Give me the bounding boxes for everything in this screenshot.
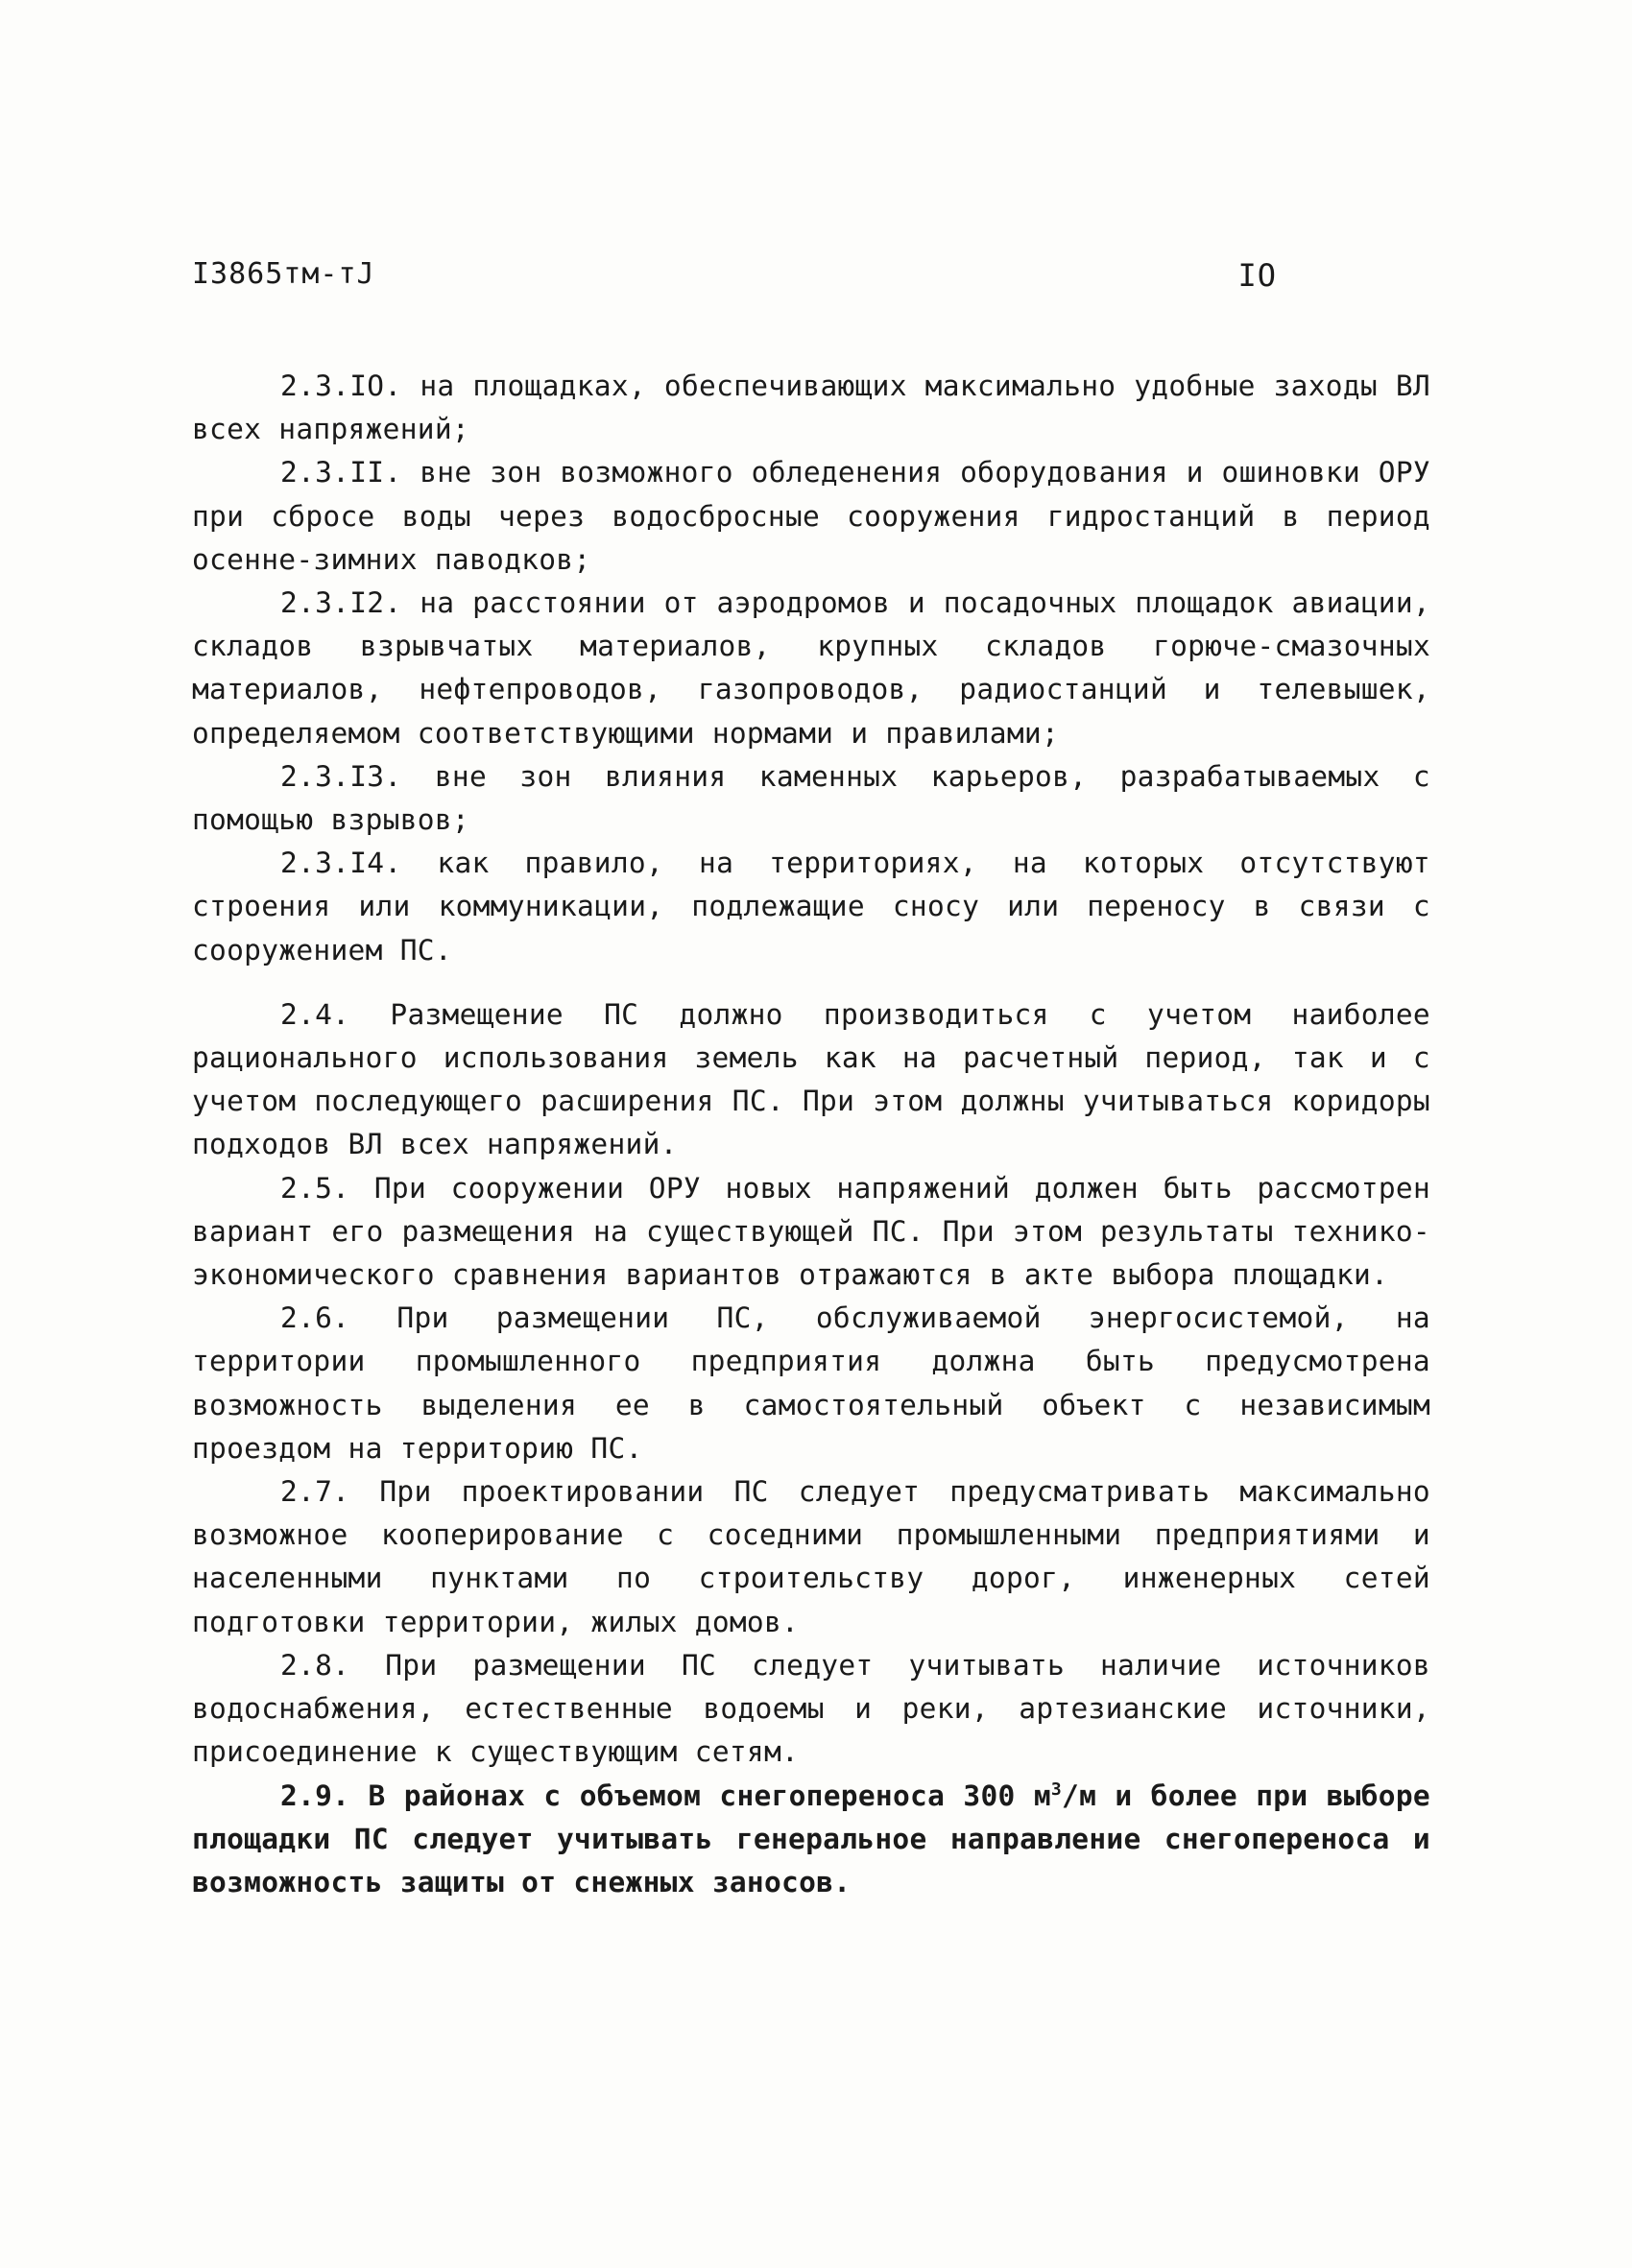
cubic-superscript: 3 (1050, 1779, 1063, 1800)
clause-2-5: 2.5. При сооружении ОРУ новых напряжений должен быть рассмотрен вариант его размещения на существующей ПС. При этом результаты технико-экономического сравнения вариантов отражаются в акте выбора площадки. (192, 1171, 1430, 1292)
clause-2-3-11: 2.3.II. вне зон возможного обледенения оборудования и ошиновки ОРУ при сбросе воды через водосбросные сооружения гидростанций в период осенне-зимних паводков; (192, 456, 1430, 576)
clause-2-3-14: 2.3.I4. как правило, на территориях, на которых отсутствуют строения или коммуникации, подлежащие сносу или переносу в связи с сооружением ПС. (192, 847, 1430, 967)
body-text (192, 365, 1430, 1904)
clause-2-3-12: 2.3.I2. на расстоянии от аэродромов и посадочных площадок авиации, складов взрывчатых материалов, крупных складов горюче-смазочных материалов, нефтепроводов, газопроводов, радиостанций и телевышек, определяемом соответствующими нормами и правилами; (192, 586, 1430, 750)
page-header (192, 257, 1277, 305)
clause-2-7: 2.7. При проектировании ПС следует предусматривать максимально возможное кооперирование с соседними промышленными предприятиями и населенными пунктами по строительству дорог, инженерных сетей подготовки территории, жилых домов. (192, 1475, 1430, 1638)
clause-2-9-text-after: /м и более при выборе площадки ПС следует учитывать генеральное направление снегопереноса и возможность защиты от снежных заносов. (192, 1779, 1430, 1898)
clause-2-9 (192, 1775, 1430, 1905)
clause-2-3-13: 2.3.I3. вне зон влияния каменных карьеров, разрабатываемых с помощью взрывов; (192, 759, 1430, 837)
page-number: IO (1237, 257, 1277, 294)
clause-2-4: 2.4. Размещение ПС должно производиться с учетом наиболее рационального использования земель как на расчетный период, так и с учетом последующего расширения ПС. При этом должны учитываться коридоры подходов ВЛ всех напряжений. (192, 997, 1430, 1161)
clause-2-8: 2.8. При размещении ПС следует учитывать наличие источников водоснабжения, естественные водоемы и реки, артезианские источники, присоединение к существующим сетям. (192, 1648, 1430, 1769)
clause-2-3-10: 2.3.IO. на площадках, обеспечивающих максимально удобные заходы ВЛ всех напряжений; (192, 370, 1430, 446)
document-code: I3865тм-тJ (192, 257, 375, 291)
clause-2-6: 2.6. При размещении ПС, обслуживаемой энергосистемой, на территории промышленного предприятия должна быть предусмотрена возможность выделения ее в самостоятельный объект с независимым проездом на территорию ПС. (192, 1301, 1430, 1465)
clause-2-9-text-before: 2.9. В районах с объемом снегопереноса 300 м (280, 1779, 1051, 1812)
